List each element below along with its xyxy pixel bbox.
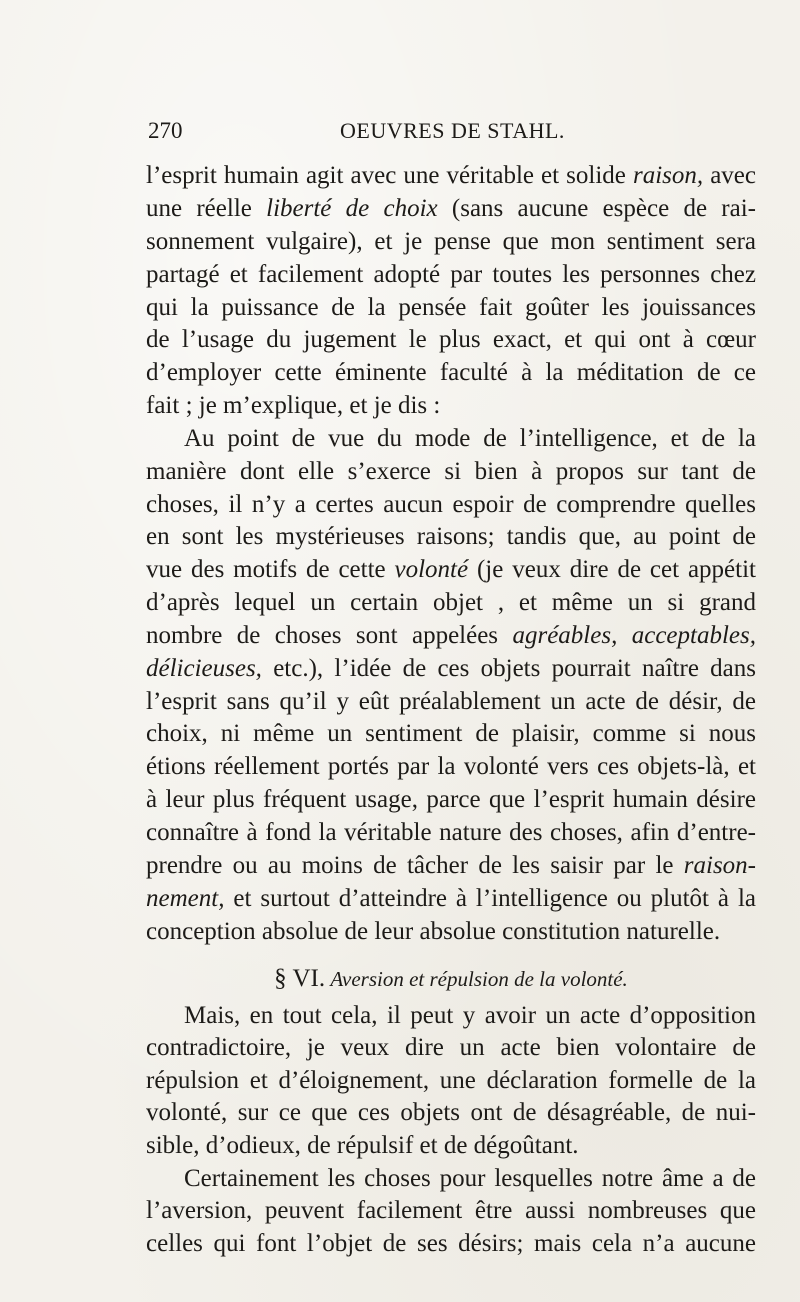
italic-text-run: liberté de choix: [266, 195, 438, 222]
text-line: [146, 1065, 756, 1097]
italic-text-run: agréables, acceptables,: [512, 622, 756, 649]
text-run: en sont les mystérieuses raisons; tandis que, au point de: [146, 523, 756, 550]
running-title: OEUVRES DE STAHL.: [340, 118, 565, 143]
text-line: [146, 1228, 756, 1260]
text-line: [184, 1163, 756, 1195]
text-run: et surtout d’atteindre à l’intelligence ou plutôt à la: [224, 885, 756, 912]
text-run: sonnement vulgaire), et je pense que mon sentiment sera: [146, 228, 756, 255]
text-run: manière dont elle s’exerce si bien à propos sur tant de: [146, 458, 756, 485]
text-run: Au point de vue du mode de l’intelligence, et de la: [184, 425, 756, 452]
text-run: l’aversion, peuvent facilement être aussi nombreuses que: [146, 1197, 756, 1224]
text-line: [146, 456, 756, 488]
text-line: [146, 1130, 756, 1162]
text-line: [146, 718, 756, 750]
text-run: choix, ni même un sentiment de plaisir, comme si nous: [146, 720, 756, 747]
text-line: [146, 916, 756, 948]
text-run: volonté, sur ce que ces objets ont de désagréable, de nui-: [146, 1099, 756, 1126]
text-line: [146, 620, 756, 652]
italic-text-run: nement,: [146, 885, 225, 912]
text-run: répulsion et d’éloignement, une déclaration formelle de la: [146, 1067, 756, 1094]
text-run: (sans aucune espèce de rai-: [437, 195, 756, 222]
italic-text-run: raison-: [683, 852, 756, 879]
text-run: fait ; je m’explique, et je dis :: [146, 392, 441, 419]
text-run: avec: [703, 162, 756, 189]
text-run: qui la puissance de la pensée fait goûter les jouissances: [146, 294, 756, 321]
text-run: Mais, en tout cela, il peut y avoir un acte d’opposition: [184, 1002, 756, 1029]
text-run: d’après lequel un certain objet , et même un si grand: [146, 589, 756, 616]
text-line: [146, 259, 756, 291]
text-run: (je veux dire de cet appétit: [468, 556, 756, 583]
section-number: § VI.: [274, 965, 326, 992]
text-run: partagé et facilement adopté par toutes les personnes chez: [146, 261, 756, 288]
text-run: celles qui font l’objet de ses désirs; mais cela n’a aucune: [146, 1230, 756, 1257]
text-line: [146, 357, 756, 389]
text-line: [146, 751, 756, 783]
text-run: connaître à fond la véritable nature des choses, afin d’entre-: [146, 819, 756, 846]
text-run: une réelle: [146, 195, 267, 222]
text-run: contradictoire, je veux dire un acte bien volontaire de: [146, 1034, 756, 1061]
text-run: vue des motifs de cette: [146, 556, 395, 583]
text-line: [146, 324, 756, 356]
italic-text-run: volonté: [394, 556, 469, 583]
text-line: [184, 423, 756, 455]
italic-text-run: délicieuses,: [146, 655, 262, 682]
section-title: Aversion et répulsion de la volonté.: [330, 967, 628, 991]
text-line: [146, 489, 756, 521]
text-line: [146, 521, 756, 553]
text-run: choses, il n’y a certes aucun espoir de comprendre quelles: [146, 491, 756, 518]
text-line: [146, 1097, 756, 1129]
text-run: sible, d’odieux, de répulsif et de dégoûtant.: [146, 1132, 579, 1159]
text-line: [146, 653, 756, 685]
italic-text-run: raison,: [632, 162, 704, 189]
page-number: 270: [148, 118, 183, 143]
text-run: l’esprit sans qu’il y eût préalablement un acte de désir, de: [146, 688, 756, 715]
text-run: d’employer cette éminente faculté à la méditation de ce: [146, 359, 756, 386]
page-header: [148, 118, 752, 152]
text-run: etc.), l’idée de ces objets pourrait naître dans: [261, 655, 756, 682]
section-heading: [146, 963, 756, 995]
text-run: l’esprit humain agit avec une véritable et solide: [146, 162, 633, 189]
text-line: [146, 883, 756, 915]
text-line: [146, 193, 756, 225]
text-run: de l’usage du jugement le plus exact, et qui ont à cœur: [146, 326, 756, 353]
text-line: [146, 784, 756, 816]
text-run: à leur plus fréquent usage, parce que l’esprit humain désire: [146, 786, 756, 813]
text-line: [184, 1000, 756, 1032]
text-line: [146, 226, 756, 258]
text-line: [146, 587, 756, 619]
text-run: étions réellement portés par la volonté vers ces objets-là, et: [146, 753, 756, 780]
text-line: [146, 850, 756, 882]
text-run: conception absolue de leur absolue constitution naturelle.: [146, 918, 721, 945]
text-line: [146, 1032, 756, 1064]
text-line: [146, 160, 756, 192]
text-line: [146, 1195, 756, 1227]
text-run: Certainement les choses pour lesquelles notre âme a de: [184, 1165, 756, 1192]
text-line: [146, 554, 756, 586]
text-run: prendre ou au moins de tâcher de les saisir par le: [146, 852, 684, 879]
text-line: [146, 686, 756, 718]
text-line: [146, 390, 756, 422]
text-run: nombre de choses sont appelées: [146, 622, 513, 649]
text-line: [146, 292, 756, 324]
text-line: [146, 817, 756, 849]
